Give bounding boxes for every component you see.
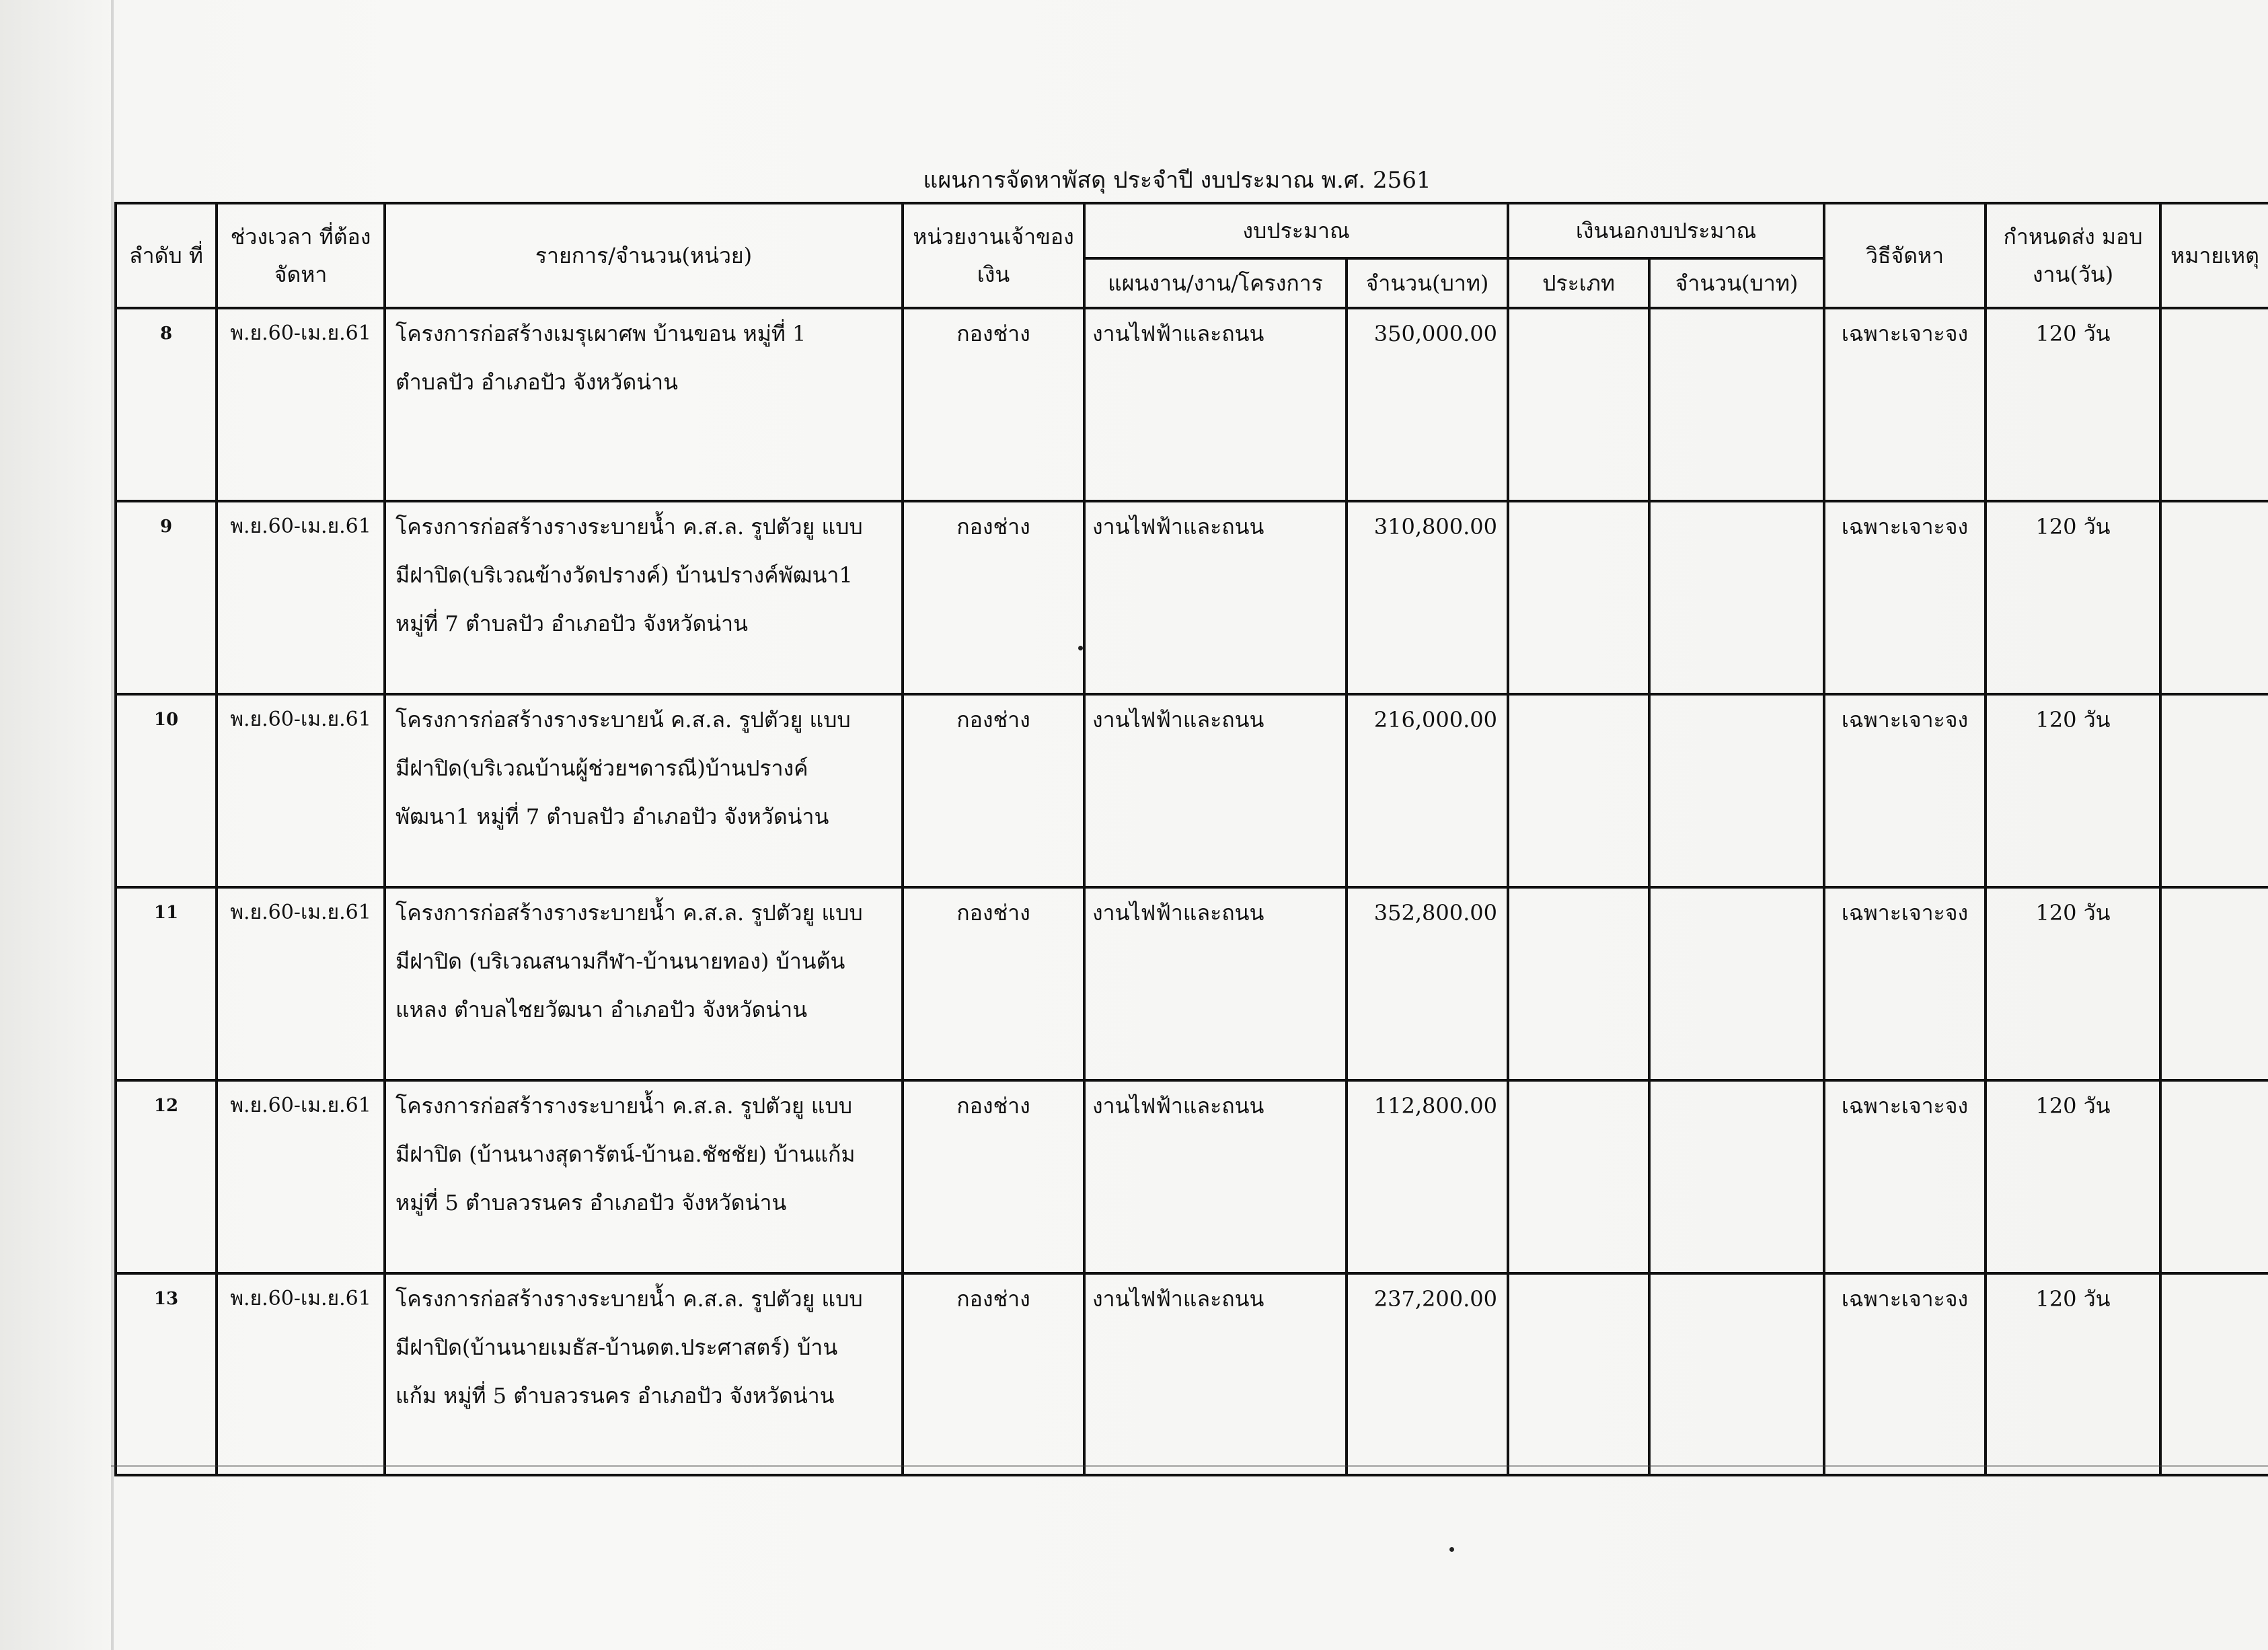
cell-item: โครงการก่อสร้างรางระบายน้ำ ค.ส.ล. รูปตัวยู แบบ มีฝาปิด(บ้านนายเมธัส-บ้านดต.ประศาสตร์) บ้าน แก้ม หมู่ที่ 5 ตำบลวรนคร อำเภอปัว จังหวัดน่าน <box>385 1273 903 1475</box>
cell-due: 120 วัน <box>1986 1273 2160 1475</box>
cell-plan: งานไฟฟ้าและถนน <box>1084 1080 1347 1273</box>
cell-owner: กองช่าง <box>903 887 1084 1080</box>
cell-period: พ.ย.60-เม.ย.61 <box>217 694 385 887</box>
cell-method: เฉพาะเจาะจง <box>1824 501 1986 694</box>
cell-due: 120 วัน <box>1986 308 2160 501</box>
table-row <box>116 694 2268 887</box>
cell-amount: 350,000.00 <box>1347 308 1508 501</box>
cell-method: เฉพาะเจาะจง <box>1824 887 1986 1080</box>
cell-remark <box>2160 887 2268 1080</box>
cell-plan: งานไฟฟ้าและถนน <box>1084 1273 1347 1475</box>
cell-offbudget-amount <box>1649 887 1824 1080</box>
table-row <box>116 1080 2268 1273</box>
cell-item: โครงการก่อสร้ารางระบายน้ำ ค.ส.ล. รูปตัวยู แบบ มีฝาปิด (บ้านนางสุดารัตน์-บ้านอ.ชัชชัย) บ้านแก้ม หมู่ที่ 5 ตำบลวรนคร อำเภอปัว จังหวัดน่าน <box>385 1080 903 1273</box>
cell-plan: งานไฟฟ้าและถนน <box>1084 501 1347 694</box>
cell-offbudget-type <box>1508 308 1649 501</box>
cell-amount: 310,800.00 <box>1347 501 1508 694</box>
cell-item: โครงการก่อสร้างเมรุเผาศพ บ้านขอน หมู่ที่ 1 ตำบลปัว อำเภอปัว จังหวัดน่าน <box>385 308 903 501</box>
header-method: วิธีจัดหา <box>1824 203 1986 308</box>
cell-owner: กองช่าง <box>903 308 1084 501</box>
cell-no: 12 <box>116 1080 217 1273</box>
cell-offbudget-type <box>1508 887 1649 1080</box>
cell-due: 120 วัน <box>1986 1080 2160 1273</box>
cell-due: 120 วัน <box>1986 694 2160 887</box>
cell-owner: กองช่าง <box>903 1273 1084 1475</box>
cell-period: พ.ย.60-เม.ย.61 <box>217 501 385 694</box>
page-fold-shadow <box>111 0 114 1650</box>
header-no: ลำดับ ที่ <box>116 203 217 308</box>
cell-offbudget-amount <box>1649 694 1824 887</box>
cell-offbudget-amount <box>1649 1080 1824 1273</box>
table-body <box>116 308 2268 1475</box>
cell-amount: 112,800.00 <box>1347 1080 1508 1273</box>
header-remark: หมายเหตุ <box>2160 203 2268 308</box>
document-title: แผนการจัดหาพัสดุ ประจำปี งบประมาณ พ.ศ. 2561 <box>923 167 1431 194</box>
cell-offbudget-type <box>1508 1080 1649 1273</box>
cell-owner: กองช่าง <box>903 501 1084 694</box>
table-row <box>116 501 2268 694</box>
cell-method: เฉพาะเจาะจง <box>1824 694 1986 887</box>
cell-remark <box>2160 501 2268 694</box>
table-row <box>116 887 2268 1080</box>
cell-item: โครงการก่อสร้างรางระบายน้ำ ค.ส.ล. รูปตัวยู แบบ มีฝาปิด (บริเวณสนามกีฬา-บ้านนายทอง) บ้านต้น แหลง ตำบลไชยวัฒนา อำเภอปัว จังหวัดน่าน <box>385 887 903 1080</box>
cell-offbudget-type <box>1508 501 1649 694</box>
cell-offbudget-type <box>1508 694 1649 887</box>
cell-method: เฉพาะเจาะจง <box>1824 1080 1986 1273</box>
cell-no: 11 <box>116 887 217 1080</box>
cell-item: โครงการก่อสร้างรางระบายน้ำ ค.ส.ล. รูปตัวยู แบบ มีฝาปิด(บริเวณข้างวัดปรางค์) บ้านปรางค์พัฒนา1 หมู่ที่ 7 ตำบลปัว อำเภอปัว จังหวัดน่าน <box>385 501 903 694</box>
header-budget-plan: แผนงาน/งาน/โครงการ <box>1084 258 1347 308</box>
cell-no: 13 <box>116 1273 217 1475</box>
cell-offbudget-type <box>1508 1273 1649 1475</box>
cell-method: เฉพาะเจาะจง <box>1824 308 1986 501</box>
cell-remark <box>2160 1080 2268 1273</box>
cell-due: 120 วัน <box>1986 501 2160 694</box>
header-due: กำหนดส่ง มอบงาน(วัน) <box>1986 203 2160 308</box>
scan-speck <box>1449 1547 1454 1552</box>
header-budget-amount: จำนวน(บาท) <box>1347 258 1508 308</box>
cell-period: พ.ย.60-เม.ย.61 <box>217 308 385 501</box>
cell-amount: 352,800.00 <box>1347 887 1508 1080</box>
cell-remark <box>2160 1273 2268 1475</box>
cell-no: 8 <box>116 308 217 501</box>
header-offbudget-type: ประเภท <box>1508 258 1649 308</box>
cell-period: พ.ย.60-เม.ย.61 <box>217 1080 385 1273</box>
cell-remark <box>2160 694 2268 887</box>
cell-plan: งานไฟฟ้าและถนน <box>1084 887 1347 1080</box>
header-offbudget: เงินนอกงบประมาณ <box>1508 203 1824 258</box>
cell-offbudget-amount <box>1649 308 1824 501</box>
cell-plan: งานไฟฟ้าและถนน <box>1084 308 1347 501</box>
header-offbudget-amount: จำนวน(บาท) <box>1649 258 1824 308</box>
cell-due: 120 วัน <box>1986 887 2160 1080</box>
cell-remark <box>2160 308 2268 501</box>
cell-no: 10 <box>116 694 217 887</box>
cell-offbudget-amount <box>1649 501 1824 694</box>
header-period: ช่วงเวลา ที่ต้องจัดหา <box>217 203 385 308</box>
scan-speck <box>1078 646 1083 650</box>
cell-amount: 216,000.00 <box>1347 694 1508 887</box>
cell-plan: งานไฟฟ้าและถนน <box>1084 694 1347 887</box>
cell-period: พ.ย.60-เม.ย.61 <box>217 887 385 1080</box>
header-owner: หน่วยงานเจ้าของ เงิน <box>903 203 1084 308</box>
cell-method: เฉพาะเจาะจง <box>1824 1273 1986 1475</box>
cell-owner: กองช่าง <box>903 694 1084 887</box>
header-budget: งบประมาณ <box>1084 203 1508 258</box>
table-header <box>116 203 2268 308</box>
procurement-plan-table <box>114 202 2268 1476</box>
cell-offbudget-amount <box>1649 1273 1824 1475</box>
cell-owner: กองช่าง <box>903 1080 1084 1273</box>
table-row <box>116 308 2268 501</box>
cell-period: พ.ย.60-เม.ย.61 <box>217 1273 385 1475</box>
cell-item: โครงการก่อสร้างรางระบายน้ ค.ส.ล. รูปตัวยู แบบ มีฝาปิด(บริเวณบ้านผู้ช่วยฯดารณี)บ้านปรางค์ พัฒนา1 หมู่ที่ 7 ตำบลปัว อำเภอปัว จังหวัดน่าน <box>385 694 903 887</box>
cell-amount: 237,200.00 <box>1347 1273 1508 1475</box>
table-row <box>116 1273 2268 1475</box>
cell-no: 9 <box>116 501 217 694</box>
page-bottom-edge <box>111 1465 2268 1467</box>
header-item: รายการ/จำนวน(หน่วย) <box>385 203 903 308</box>
